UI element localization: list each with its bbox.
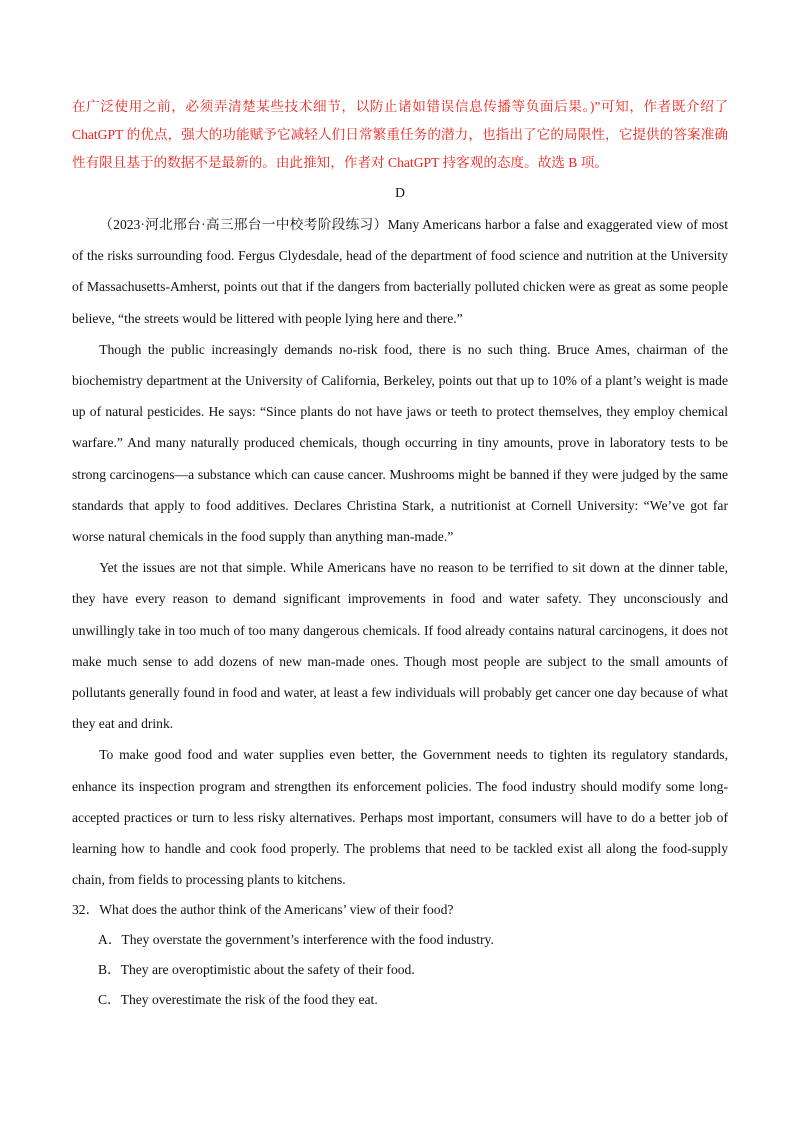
option-b-text: They are overoptimistic about the safety of their food. [120,962,415,978]
option-a-text: They overstate the government’s interference with the food industry. [121,932,494,948]
option-a-label: A． [98,932,122,948]
passage-paragraph-4: To make good food and water supplies even better, the Government needs to tighten its regulatory standards, enhance its inspection program and strengthen its enforcement policies. The food industry should modify some long-accepted practices or turn to less risky alternatives. Perhaps most important, consumers will have to do a better job of learning how to handle and cook food properly. The problems that need to be tackled exist all along the food-supply chain, from fields to processing plants to kitchens. [72,747,728,888]
option-c [72,985,728,1015]
option-a [72,925,728,955]
passage-paragraph-2: Though the public increasingly demands no-risk food, there is no such thing. Bruce Ames, chairman of the biochemistry department at the University of California, Berkeley, points out that up to 10% of a plant’s weight is made up of natural pesticides. He says: “Since plants do not have jaws or teeth to protect themselves, they employ chemical warfare.” And many naturally produced chemicals, though occurring in tiny amounts, prove in laboratory tests to be strong carcinogens—a substance which can cause cancer. Mushrooms might be banned if they were judged by the same standards that apply to food additives. Declares Christina Stark, a nutritionist at Cornell University: “We’ve got far worse natural chemicals in the food supply than anything man-made.” [72,341,728,545]
option-c-text: They overestimate the risk of the food they eat. [120,992,378,1008]
question-number: 32． [72,902,100,918]
question-32 [72,895,728,925]
passage-paragraph-1 [72,209,728,334]
passage-source: （2023·河北邢台·高三邢台一中校考阶段练习） [99,217,388,232]
option-c-label: C． [98,992,121,1008]
section-letter: D [395,185,405,200]
passage-paragraph-3: Yet the issues are not that simple. While Americans have no reason to be terrified to sit down at the dinner table, they have every reason to demand significant improvements in food and water safety. They unconsciously and unwillingly take in too much of too many dangerous chemicals. If food already contains natural carcinogens, it does not make much sense to add dozens of new man-made ones. Though most people are subject to the small amounts of pollutants generally found in food and water, at least a few individuals will probably get cancer one day because of what they eat and drink. [72,560,728,732]
option-b-label: B． [98,962,121,978]
paragraph-1-text: Many Americans harbor a false and exaggerated view of most of the risks surrounding food. Fergus Clydesdale, head of the department of food science and nutrition at the University of Massachusetts-Amherst, points out that if the dangers from bacterially polluted chicken were as great as some people believe, “the streets would be littered with people lying here and there.” [72,217,728,326]
option-b [72,955,728,985]
question-stem: What does the author think of the Americans’ view of their food? [99,902,454,918]
answer-explanation: 在广泛使用之前，必须弄清楚某些技术细节，以防止诸如错误信息传播等负面后果。)”可知，作者既介绍了 ChatGPT 的优点，强大的功能赋予它减轻人们日常繁重任务的潜力，也指出了它的局限性，它提供的答案准确性有限且基于的数据不是最新的。由此推知，作者对 ChatGPT 持客观的态度。故选 B 项。 [72,99,728,170]
document-page [72,93,728,1015]
